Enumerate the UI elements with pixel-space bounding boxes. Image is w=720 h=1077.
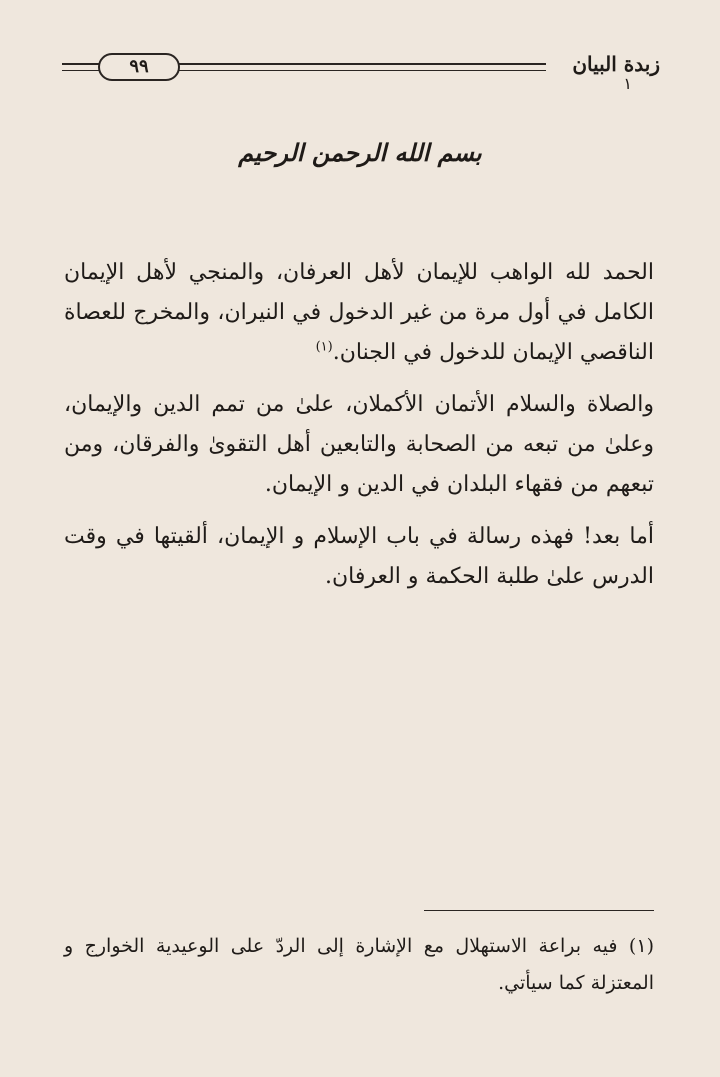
basmala-heading: بسم الله الرحمن الرحيم xyxy=(238,138,482,167)
paragraph-praise-text: الحمد لله الواهب للإيمان لأهل العرفان، والمنجي لأهل الإيمان الكامل في أول مرة من غير الدخول في النيران، والمخرج للعصاة الناقصي الإيمان للدخول في الجنان. xyxy=(64,260,654,365)
footnote xyxy=(64,928,654,1002)
paragraph-salutation: والصلاة والسلام الأتمان الأكملان، علىٰ من تمم الدين والإيمان، وعلىٰ من تبعه من الصحابة والتابعين أهل التقوىٰ والفرقان، ومن تبعهم من فقهاء البلدان في الدين و الإيمان. xyxy=(64,392,654,497)
footnote-divider xyxy=(424,910,654,911)
footnote-marker: (١) xyxy=(628,935,654,957)
book-title: زبدة البيان xyxy=(572,52,660,76)
page-number-badge: ٩٩ xyxy=(98,53,180,81)
paragraph-intro: أما بعد! فهذه رسالة في باب الإسلام و الإيمان، ألقيتها في وقت الدرس علىٰ طلبة الحكمة و العرفان. xyxy=(64,524,654,589)
section-mark: ١ xyxy=(623,74,632,93)
paragraph-praise xyxy=(64,253,654,373)
footnote-reference: (١) xyxy=(315,339,333,355)
footnote-text: فيه براعة الاستهلال مع الإشارة إلى الردّ على الوعيدية الخوارج و المعتزلة كما سيأتي. xyxy=(64,935,654,994)
running-header xyxy=(62,50,660,90)
main-text xyxy=(64,253,654,609)
